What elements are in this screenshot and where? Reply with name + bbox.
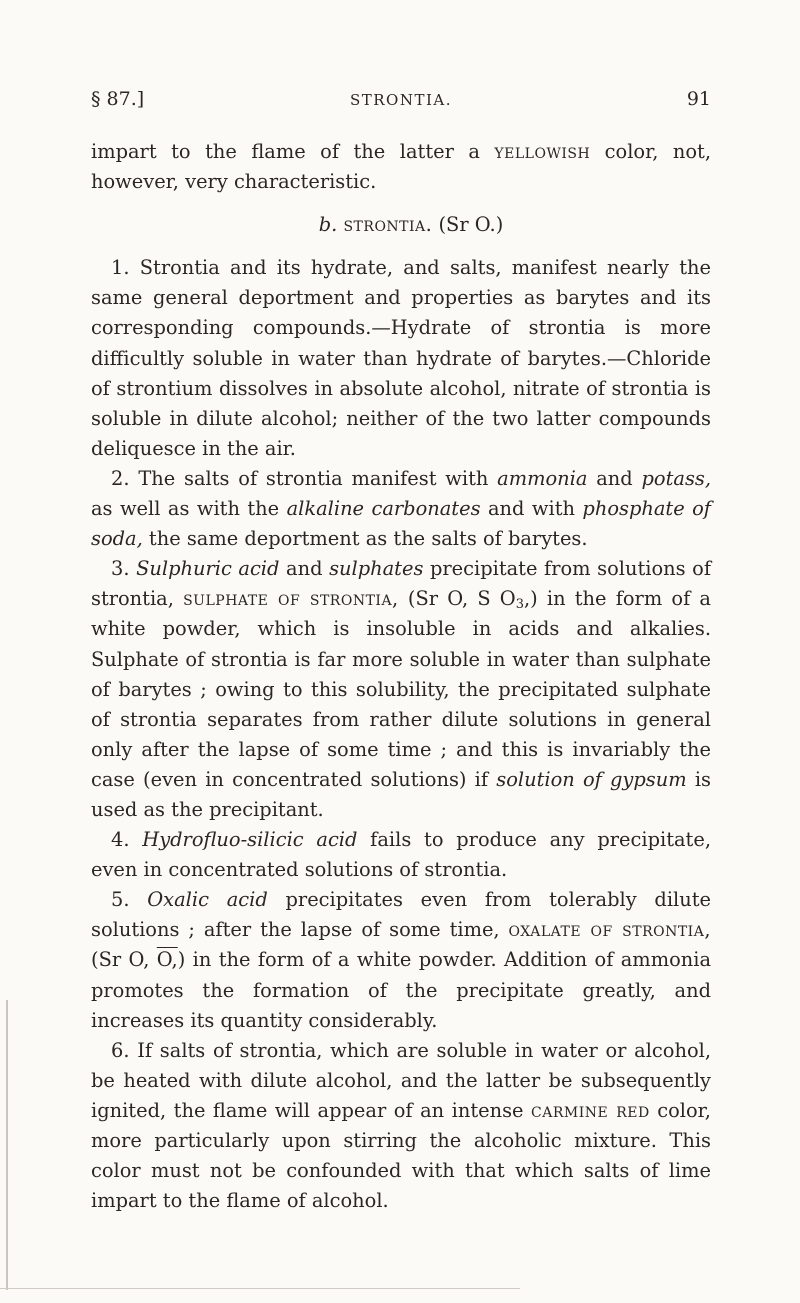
paragraph-1: 1. Strontia and its hydrate, and salts, manifest nearly the same general deportment and properties as barytes and its corresponding compounds.—Hydrate of strontia is more difficultly soluble in water than hydrate of barytes.—Chloride of strontium dissolves in absolute alcohol, nitrate of strontia is soluble in dilute alcohol; neither of the two latter compounds deliquesce in the air. xyxy=(91,256,711,460)
heading-letter: b. xyxy=(318,213,338,237)
paragraph-number: 6. xyxy=(111,1038,130,1062)
paragraph-number: 1. xyxy=(111,256,130,280)
page-edge-shadow xyxy=(6,1000,8,1290)
intro-paragraph: impart to the flame of the latter a yellowish color, not, however, very characteristic. xyxy=(91,140,711,194)
paragraph-5: 5. Oxalic acid precipitates even from tolerably dilute solutions ; after the lapse of some time, oxalate of strontia, (Sr O, O,) in the form of a white powder. Addition of ammonia promotes the formation of the precipitate greatly, and increases its quantity considerably. xyxy=(91,888,712,1032)
section-heading xyxy=(91,210,711,240)
paragraph-4: 4. Hydrofluo-silicic acid fails to produce any precipitate, even in concentrated solutions of strontia. xyxy=(91,828,711,882)
page-number: 91 xyxy=(686,88,711,110)
paragraph-number: 3. xyxy=(111,557,130,581)
yellowish-term: yellowish xyxy=(494,140,591,163)
heading-formula: (Sr O.) xyxy=(438,213,504,237)
paragraph-6: 6. If salts of strontia, which are soluble in water or alcohol, be heated with dilute alcohol, and the latter be subsequently ignited, the flame will appear of an intense carmine red color, more particularly upon stirring the alcoholic mixture. This color must not be confounded with that which salts of lime impart to the flame of alcohol. xyxy=(91,1038,711,1213)
paragraph-number: 2. xyxy=(111,466,130,490)
running-title: STRONTIA. xyxy=(349,91,453,109)
paragraph-3: 3. Sulphuric acid and sulphates precipitate from solutions of strontia, sulphate of strontia, (Sr O, S $O_3$,) in the form of a white powder, which is insoluble in acids and alkalies. Sulphate of strontia is far more soluble in water than sulphate of barytes ; owing to this solubility, the precipitated sulphate of strontia separates from rather dilute solutions in general only after the lapse of some time ; and this is invariably the case (even in concentrated solutions) if solution of gypsum is used as the precipitant. xyxy=(91,557,711,821)
page-bottom-edge xyxy=(0,1288,520,1289)
page-body xyxy=(91,137,711,1216)
section-marker: § 87.] xyxy=(91,88,145,110)
running-header xyxy=(91,88,711,116)
paragraph-2: 2. The salts of strontia manifest with ammonia and potass, as well as with the alkaline carbonates and with phosphate of soda, the same deportment as the salts of barytes. xyxy=(91,466,712,551)
paragraph-number: 4. xyxy=(111,828,130,852)
paragraph-number: 5. xyxy=(111,888,130,912)
heading-name: strontia. xyxy=(343,213,433,237)
